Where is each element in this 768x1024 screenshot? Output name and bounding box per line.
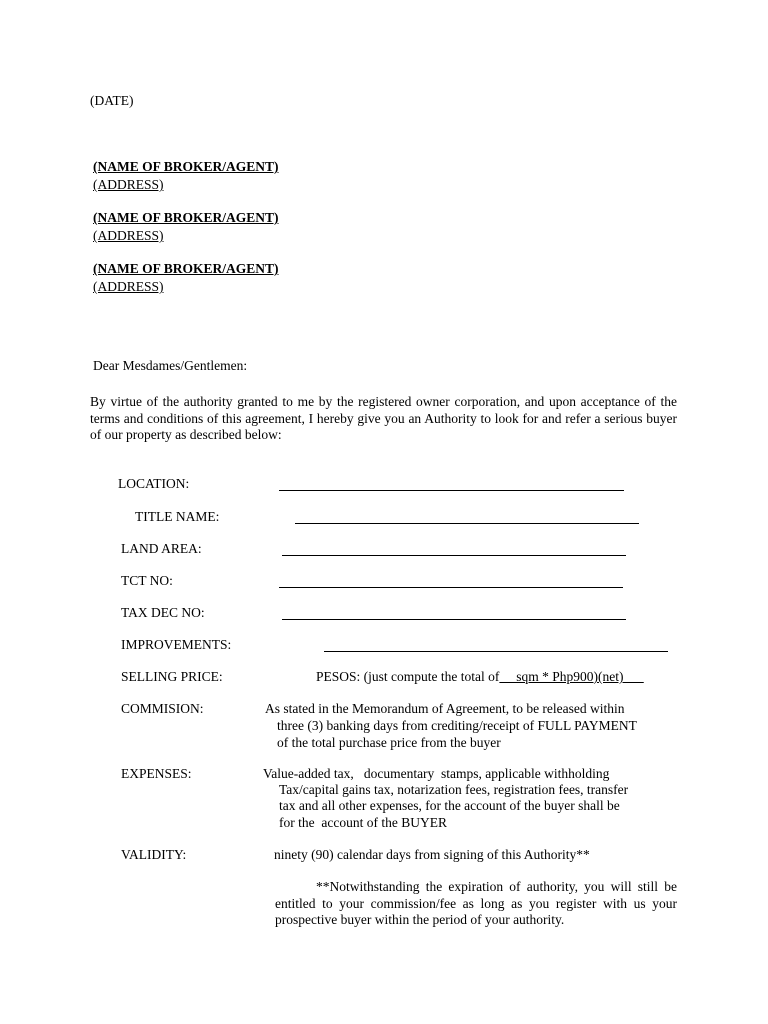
addressee-name-1: (NAME OF BROKER/AGENT)	[93, 159, 279, 174]
blank-tct-no	[279, 587, 623, 588]
salutation: Dear Mesdames/Gentlemen:	[93, 358, 248, 373]
label-commision: COMMISION:	[121, 701, 204, 716]
selling-price-formula: sqm * Php900)(net)	[499, 669, 644, 684]
commision-line-3: of the total purchase price from the buyer	[277, 735, 501, 750]
blank-improvements	[324, 651, 668, 652]
addressee-address-2: (ADDRESS)	[93, 228, 164, 243]
label-improvements: IMPROVEMENTS:	[121, 637, 232, 652]
label-tct-no: TCT NO:	[121, 573, 173, 588]
expenses-line-3: tax and all other expenses, for the account of the buyer shall be	[279, 798, 620, 813]
label-title-name: TITLE NAME:	[135, 509, 220, 524]
selling-price-prefix: PESOS: (just compute the total of	[316, 669, 500, 684]
addressee-name-2: (NAME OF BROKER/AGENT)	[93, 210, 279, 225]
label-validity: VALIDITY:	[121, 847, 187, 862]
validity-note: **Notwithstanding the expiration of authority, you will still be entitled to your commission/fee as long as you register with us your prospective buyer within the period of your authority.	[275, 879, 677, 927]
label-location: LOCATION:	[118, 476, 190, 491]
date-line: (DATE)	[90, 93, 134, 108]
validity-value: ninety (90) calendar days from signing of this Authority**	[274, 847, 590, 862]
blank-tax-dec-no	[282, 619, 626, 620]
blank-location	[279, 490, 624, 491]
expenses-line-1: Value-added tax, documentary stamps, applicable withholding	[263, 766, 610, 781]
selling-price-value	[316, 668, 644, 685]
blank-land-area	[282, 555, 626, 556]
blank-title-name	[295, 523, 639, 524]
label-tax-dec-no: TAX DEC NO:	[121, 605, 205, 620]
addressee-name-3: (NAME OF BROKER/AGENT)	[93, 261, 279, 276]
intro-paragraph: By virtue of the authority granted to me by the registered owner corporation, and upon acceptance of the terms and conditions of this agreement, I hereby give you an Authority to look for and refer a serious buyer of our property as described below:	[90, 394, 677, 442]
addressee-address-1: (ADDRESS)	[93, 177, 164, 192]
label-land-area: LAND AREA:	[121, 541, 202, 556]
expenses-line-4: for the account of the BUYER	[279, 815, 447, 830]
label-selling-price: SELLING PRICE:	[121, 669, 223, 684]
commision-line-1: As stated in the Memorandum of Agreement, to be released within	[265, 701, 625, 716]
label-expenses: EXPENSES:	[121, 766, 192, 781]
commision-line-2: three (3) banking days from crediting/receipt of FULL PAYMENT	[277, 718, 637, 733]
addressee-address-3: (ADDRESS)	[93, 279, 164, 294]
expenses-line-2: Tax/capital gains tax, notarization fees, registration fees, transfer	[279, 782, 629, 797]
